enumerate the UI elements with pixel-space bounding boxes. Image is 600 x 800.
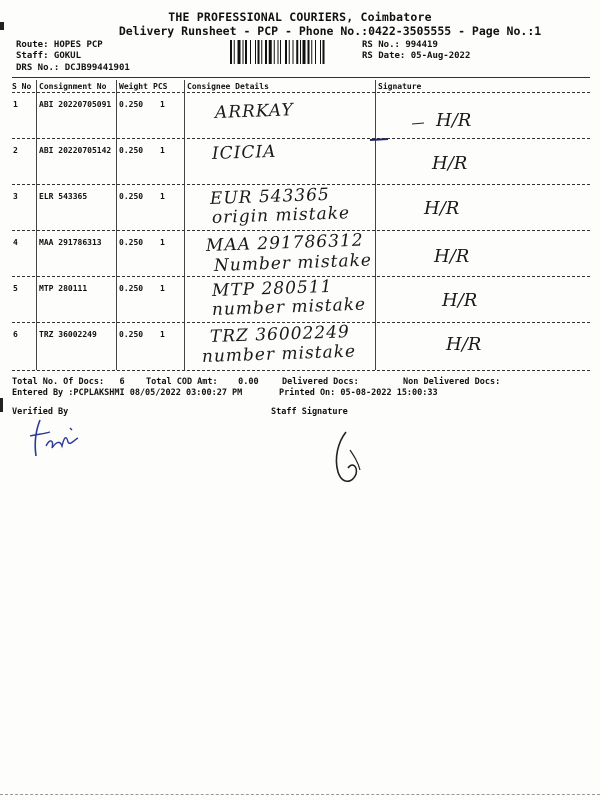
delivered-docs: Delivered Docs: bbox=[282, 377, 359, 387]
col-header-consignee: Consignee Details bbox=[187, 82, 269, 91]
verified-by-label: Verified By bbox=[12, 407, 69, 417]
row-divider bbox=[12, 276, 590, 277]
row-consignment: MAA 291786313 bbox=[39, 238, 102, 247]
col-header-sno: S No bbox=[12, 82, 32, 91]
row-sno: 3 bbox=[13, 192, 18, 201]
barcode bbox=[230, 40, 354, 64]
rs-number: RS No.: 994419 bbox=[362, 40, 438, 50]
row-weight: 0.250 bbox=[119, 192, 144, 201]
scan-bottom-edge bbox=[0, 794, 600, 795]
col-header-pcs: PCS bbox=[153, 82, 168, 91]
row-signature-mark: H/R bbox=[436, 110, 472, 131]
row-consignment: ABI 20220705142 bbox=[39, 146, 112, 155]
drs-number: DRS No.: DCJB99441901 bbox=[16, 63, 130, 73]
header-divider bbox=[12, 92, 590, 93]
row-weight: 0.250 bbox=[119, 146, 144, 155]
row-consignee-handwriting: ARRKAY bbox=[214, 100, 295, 123]
row-sno: 2 bbox=[13, 146, 18, 155]
row-consignee-handwriting: MAA 291786312 bbox=[205, 230, 364, 256]
row-sno: 5 bbox=[13, 284, 18, 293]
printed-on: Printed On: 05-08-2022 15:00:33 bbox=[279, 388, 438, 398]
row-signature-mark: H/R bbox=[446, 334, 482, 355]
row-weight: 0.250 bbox=[119, 238, 144, 247]
col-header-weight: Weight bbox=[119, 82, 148, 91]
row-signature-mark: H/R bbox=[434, 246, 470, 267]
column-line bbox=[116, 80, 117, 370]
route-label: Route: HOPES PCP bbox=[16, 40, 103, 50]
row-divider bbox=[12, 138, 590, 139]
pen-stroke bbox=[368, 118, 428, 144]
row-consignee-note: origin mistake bbox=[211, 203, 351, 228]
row-sno: 4 bbox=[13, 238, 18, 247]
row-pcs: 1 bbox=[160, 330, 165, 339]
total-docs: Total No. Of Docs: 6 bbox=[12, 377, 125, 387]
rs-date: RS Date: 05-Aug-2022 bbox=[362, 51, 471, 61]
col-header-signature: Signature bbox=[378, 82, 422, 91]
row-consignee-note: number mistake bbox=[201, 341, 357, 367]
row-weight: 0.250 bbox=[119, 330, 144, 339]
col-header-consignment: Consignment No bbox=[39, 82, 107, 91]
row-consignment: ABI 20220705091 bbox=[39, 100, 112, 109]
column-line bbox=[36, 80, 37, 370]
row-consignment: MTP 280111 bbox=[39, 284, 88, 293]
row-signature-mark: H/R bbox=[432, 153, 468, 174]
row-signature-mark: H/R bbox=[442, 290, 478, 311]
row-pcs: 1 bbox=[160, 192, 165, 201]
row-signature-mark: H/R bbox=[424, 198, 460, 219]
table-bottom-border bbox=[12, 370, 590, 371]
row-consignee-handwriting: MTP 280511 bbox=[211, 276, 333, 301]
row-pcs: 1 bbox=[160, 146, 165, 155]
row-sno: 1 bbox=[13, 100, 18, 109]
staff-signature bbox=[328, 428, 368, 490]
runsheet-subtitle: Delivery Runsheet - PCP - Phone No.:0422-3505555 - Page No.:1 bbox=[118, 24, 542, 38]
verified-signature bbox=[26, 416, 86, 460]
row-pcs: 1 bbox=[160, 100, 165, 109]
entered-by: Entered By :PCPLAKSHMI 08/05/2022 03:00:27 PM bbox=[12, 388, 243, 398]
row-consignee-note: number mistake bbox=[211, 294, 367, 320]
table-top-border bbox=[12, 77, 590, 78]
scan-edge-mark bbox=[0, 398, 3, 412]
row-divider bbox=[12, 230, 590, 231]
total-cod: Total COD Amt: 0.00 bbox=[146, 377, 259, 387]
row-sno: 6 bbox=[13, 330, 18, 339]
row-consignment: TRZ 36002249 bbox=[39, 330, 97, 339]
row-pcs: 1 bbox=[160, 284, 165, 293]
column-line bbox=[184, 80, 185, 370]
staff-label: Staff: GOKUL bbox=[16, 51, 82, 61]
non-delivered-docs: Non Delivered Docs: bbox=[403, 377, 501, 387]
row-pcs: 1 bbox=[160, 238, 165, 247]
row-consignee-handwriting: TRZ 36002249 bbox=[209, 322, 351, 347]
row-consignment: ELR 543365 bbox=[39, 192, 88, 201]
row-weight: 0.250 bbox=[119, 100, 144, 109]
company-title: THE PROFESSIONAL COURIERS, Coimbatore bbox=[168, 10, 432, 24]
row-consignee-handwriting: EUR 543365 bbox=[209, 184, 331, 209]
row-weight: 0.250 bbox=[119, 284, 144, 293]
row-consignee-handwriting: ICICIA bbox=[211, 141, 277, 164]
row-consignee-note: Number mistake bbox=[213, 250, 373, 276]
staff-signature-label: Staff Signature bbox=[271, 407, 348, 417]
